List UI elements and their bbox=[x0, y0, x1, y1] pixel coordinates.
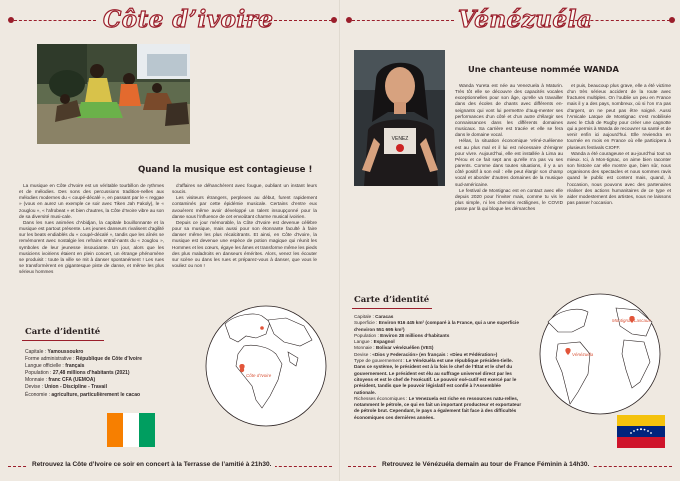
singer-photo bbox=[354, 50, 445, 186]
id-row: Forme administrative : République de Côte d’Ivoire bbox=[25, 356, 142, 363]
id-row: Superficie : Environ 916 445 km² (comparé à la France, qui a une superficie d’environ 551 695 km²) bbox=[354, 320, 519, 332]
paragraph: et puis, beaucoup plus grave, elle a été victime d’un très sérieux accident de la route avec fractures multiples. On l’oublie un peu en France mais il y a des pays, nombreux, où si l’on n’a pas d’argent, on ne peut pas être soigné. Aussi l’Amicale Laïque de Montignac s’est mobilisée avec le Club de Rugby pour créer une cagnotte qui a permis à Wanda de recouvrer sa santé et de venir enfin ici aujourd’hui. Elle reviendra en tournée en mois en France où elle participera à plusieurs festivals CIOFF. bbox=[567, 83, 671, 150]
id-row: Devise : «Dios y Federación» (en français : «Dieu et Fédération») bbox=[354, 351, 498, 357]
id-row: Langue officielle : français bbox=[25, 363, 85, 370]
footer-announcement: Retrouvez le Vénézuéla demain au tour de France Féminin à 14h30. bbox=[378, 461, 593, 468]
title-rule-left bbox=[352, 20, 454, 21]
paragraph: Le festival de Montignac est en contact avec elle depuis 2020 pour l’inviter mais, comme tu vis le plus simple, ni les chemins rectilignes, le COVID passe par là qui bloque les démarches bbox=[455, 187, 563, 212]
dancers-photo bbox=[37, 44, 190, 144]
venezuela-flag bbox=[617, 415, 665, 448]
paragraph: La musique en Côte d’Ivoire est un véritable tourbillon de rythmes et de mélodies. Des sons des percussions tradition-nelles aux mélodies modernes du « coupé-décalé », en passant par le « reggae » (vous en aurez un exemple ce soir avec Tiken Jah Fakoly), le « zouglou », « l’afrobeat » et bien d’autres, la Côte d’Ivoire vibre au son de sa diversité musi-cale. bbox=[19, 183, 164, 219]
id-row: Langue : Espagnol bbox=[354, 339, 395, 345]
stars-icon bbox=[617, 426, 665, 437]
id-card bbox=[354, 314, 522, 421]
title-rule-left bbox=[14, 20, 96, 21]
id-row: Population : Environ 28 millions d’habitants bbox=[354, 332, 450, 338]
id-row: Type de gouvernement : Le Vénézuéla est une république présiden-tielle. Dans ce système, le président est à la fois le chef de l’État et le chef du gouvernement. Le président est élu au suffrage universel direct par les citoyens et est le chef de l’exécutif. Le pouvoir exé-cutif est exercé par le président, tandis que le pouvoir législatif est confié à l’Assemblée nationale. bbox=[354, 358, 517, 395]
globe-map bbox=[200, 300, 332, 440]
paragraph: Wanda a été courageuse et au-jourd’hui tout va mieux. Ici, à Mon-tignac, on aime bien raconter son histoire car elle montre que, bien sûr, nous organisons des spectacles et nous sommes ravis quand le public est content mais, quand, à l’occasion, nous pouvons avec des partenaires réaliser des actions humanitaires de ce type et aider modestement des artistes, nous ne laissons pas passer l’occasion. bbox=[567, 150, 671, 205]
paragraph: d’affaires se déhanchèrent avec fougue, oubliant un instant leurs soucis. bbox=[172, 183, 317, 195]
ivory-coast-flag bbox=[107, 413, 155, 447]
section-heading: Quand la musique est contagieuse ! bbox=[138, 165, 313, 175]
article-column-1 bbox=[455, 83, 563, 212]
id-row: Capitale : Caracas bbox=[354, 314, 394, 319]
id-row: Monnaie : Bolivar vénézuélien (VES) bbox=[354, 345, 434, 351]
id-card-title: Carte d’identité bbox=[25, 327, 101, 337]
footer-announcement: Retrouvez la Côte d’Ivoire ce soir en concert à la Terrasse de l’amitié à 21h30. bbox=[28, 461, 275, 468]
right-page bbox=[340, 0, 680, 481]
id-card-rule bbox=[352, 308, 432, 309]
id-row: Économie : agriculture, particulièrement le cacao bbox=[25, 391, 141, 398]
id-row: Monnaie : franc CFA (UEMOA) bbox=[25, 377, 96, 384]
paragraph: Les visiteurs étrangers, perplexes au début, furent rapidement contaminés par cette épidémie musicale. Certains d’entre eux avouèrent même avoir développé un talent insoupçonné pour la danse sous l’influence de cet envoûtant charme musical ivoirien. bbox=[172, 195, 317, 219]
id-row: Richesses économiques : Le Venezuela est riche en ressources natu-relles, notamment le pétrole, ce qui en fait un important producteur et exportateur de pétrole brut. Cependant, le pays a également fait face à des difficultés économiques ces dernières années. bbox=[354, 395, 522, 420]
article-column-1 bbox=[19, 183, 164, 275]
map-label: Vénézuéla bbox=[572, 352, 594, 357]
map-label: Montignac Lascaux bbox=[612, 318, 651, 323]
title-dot-right bbox=[331, 17, 337, 23]
paragraph: Depuis ce jour mémorable, la Côte d’Ivoire est devenue célèbre pour sa musique, mais aussi pour son étonnante faculté à faire danser même les plus récalcitrants. Et ainsi, en Côte d’Ivoire, la musique est devenue une espèce de potion magique qui réunit les Hommes et les cœurs, égaye les âmes et transforme même les pieds des plus maladroits en danseurs émérites. Alors, venez les écouter sur scène ou dans les rues et préparez-vous à danser, que vous le vouliez ou non ! bbox=[172, 219, 317, 269]
section-heading: Une chanteuse nommée WANDA bbox=[468, 64, 619, 74]
paragraph: Wanda Yureta est née au Venezuela à Maturin. Très tôt elle se découvre des capacités vocales exceptionnelles pour son âge, qu’elle va travailler dans des écoles de chants avec différents en-seignants qui vont lui permettre d’aug-menter ses performances d’un côté et d’un autre d’élargir ses connaissances dans les différents domaines musicaux. Sa carrière est tracée et elle se fera dans le domaine vocal. bbox=[455, 83, 563, 138]
id-row: Capitale : Yamoussoukro bbox=[25, 349, 84, 355]
title-rule-right bbox=[570, 20, 670, 21]
title-dot-right bbox=[669, 17, 675, 23]
map-label: Côte d’Ivoire bbox=[246, 373, 272, 378]
paragraph: Dans les rues animées d’Abidjan, la capitale bouillonnante et la musique est partout présente. Les jeunes danseurs rivalisent d’agilité sur les beats endiablés du « coupé-décalé », tandis que les aînés se remémorent avec nostalgie les refrains entraî-nants du « zouglou », symboles de leur jeunesse insouciante. Un jour, alors que les musiciens ivoiriens étaient en plein concert, un étrange phénomène se produisit : toute la ville se mit à danser spontanément ! Les rues se transformèrent en gigantesque piste de danse, et même les plus sérieux hommes bbox=[19, 219, 164, 275]
id-card-title: Carte d’identité bbox=[354, 295, 430, 305]
id-row: Population : 27,48 millions d’habitants (2021) bbox=[25, 370, 130, 377]
svg-text:VENEZ: VENEZ bbox=[391, 136, 409, 142]
page-title: Vénézuéla bbox=[458, 6, 593, 33]
id-row: Devise : Union - Discipline - Travail bbox=[25, 384, 107, 391]
article-column-2 bbox=[172, 183, 317, 269]
title-rule-right bbox=[244, 20, 332, 21]
page-title: Côte d’ivoire bbox=[103, 6, 274, 33]
id-card bbox=[25, 349, 200, 399]
paragraph: Hélas, la situation économique Véné-zuélienne est au plus mal et il lui est nécessaire d’émigrer pour vivre. Aujourd’hui, elle est installée à Lima au Pérou et ce fait sept ans qu’elle n’a pas vu ses parents. Comme dans toutes situations, il y a un côté positif à son exil : elle peut élargir son champ vocal et aborder d’autres domaines de la musique sud-américaine. bbox=[455, 138, 563, 187]
id-card-rule bbox=[22, 340, 104, 341]
article-column-2 bbox=[567, 83, 671, 206]
globe-map bbox=[528, 292, 672, 416]
